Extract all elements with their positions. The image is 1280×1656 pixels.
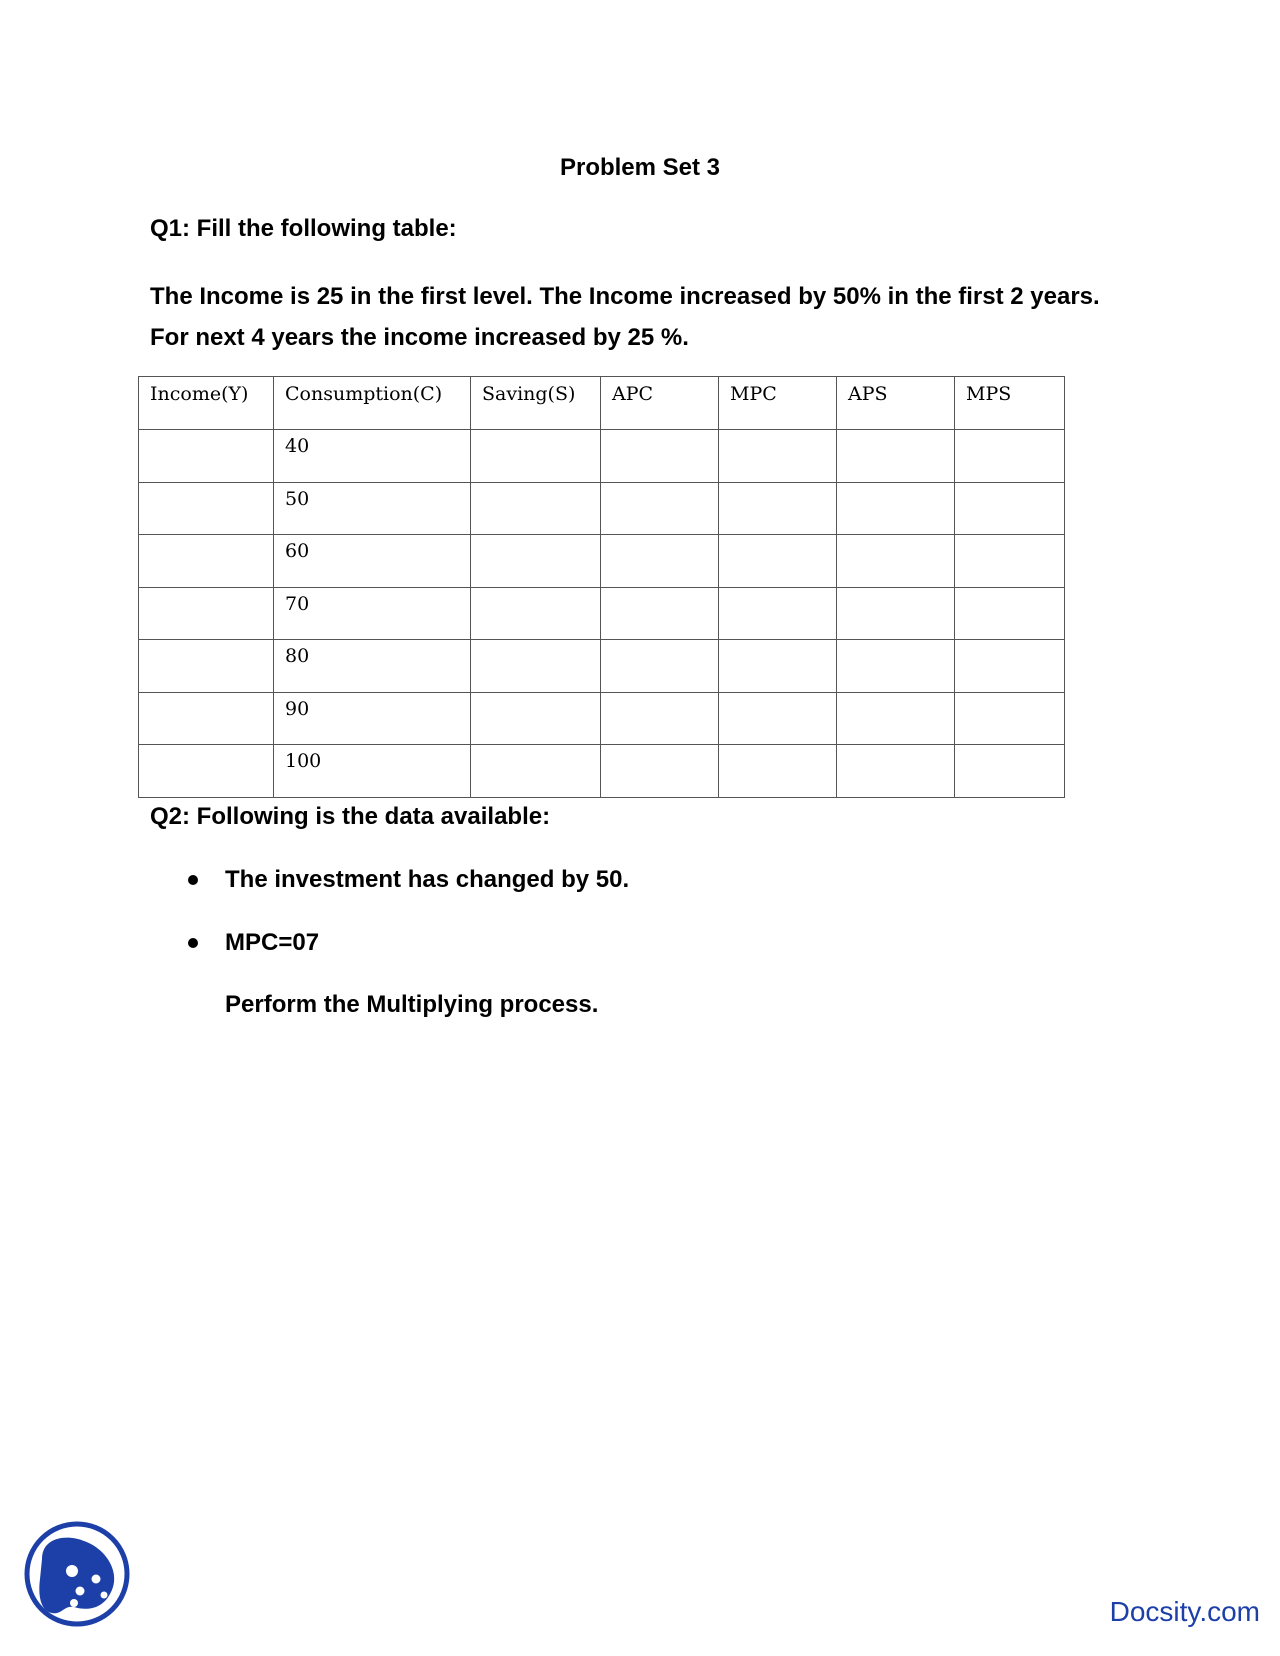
table-cell (837, 587, 955, 640)
table-cell (471, 482, 601, 535)
q1-intro: The Income is 25 in the first level. The Income increased by 50% in the first 2 years. For next 4 years the income increased by 25 %. (150, 283, 1100, 351)
table-cell: 40 (274, 430, 471, 483)
table-cell (139, 692, 274, 745)
bullet-text: MPC=07 (225, 929, 320, 956)
bullet-icon (188, 875, 198, 885)
table-cell (837, 745, 955, 798)
q2-bullet-list (180, 865, 629, 991)
table-cell (471, 535, 601, 588)
table-cell (719, 587, 837, 640)
table-cell (837, 430, 955, 483)
header-mps: MPS (955, 377, 1065, 430)
bullet-text: The investment has changed by 50. (225, 866, 630, 893)
table-cell (139, 430, 274, 483)
q2-instruction: Perform the Multiplying process. (225, 991, 599, 1018)
table-cell (719, 692, 837, 745)
table-cell (837, 482, 955, 535)
table-cell (719, 430, 837, 483)
table-cell (837, 640, 955, 693)
table-cell (719, 535, 837, 588)
table-row (139, 587, 1065, 640)
q2-heading: Q2: Following is the data available: (150, 803, 551, 830)
table-cell (955, 640, 1065, 693)
table-cell (139, 640, 274, 693)
table-header-row (139, 377, 1065, 430)
table-cell (601, 535, 719, 588)
docsity-brand-text[interactable]: Docsity.com (1109, 1596, 1260, 1627)
table-row (139, 692, 1065, 745)
table-cell (471, 587, 601, 640)
table-cell (719, 640, 837, 693)
q1-heading: Q1: Fill the following table: (150, 215, 457, 242)
table-cell (837, 692, 955, 745)
header-income: Income(Y) (139, 377, 274, 430)
table-cell (601, 745, 719, 798)
table-cell (601, 692, 719, 745)
table-cell: 90 (274, 692, 471, 745)
table-cell (139, 482, 274, 535)
table-cell: 60 (274, 535, 471, 588)
table-row (139, 535, 1065, 588)
table-cell (139, 535, 274, 588)
list-item (180, 928, 629, 991)
table-cell (601, 482, 719, 535)
table-cell (471, 430, 601, 483)
table-cell (719, 745, 837, 798)
table-cell (601, 430, 719, 483)
table-cell: 80 (274, 640, 471, 693)
table-row (139, 745, 1065, 798)
table-body (139, 430, 1065, 798)
table-cell (719, 482, 837, 535)
bullet-icon (188, 938, 198, 948)
header-mpc: MPC (719, 377, 837, 430)
table-cell (139, 745, 274, 798)
page-title: Problem Set 3 (559, 154, 721, 181)
table-cell (471, 692, 601, 745)
table-cell (955, 692, 1065, 745)
table-cell (139, 587, 274, 640)
table-cell (601, 587, 719, 640)
table-row (139, 482, 1065, 535)
table-cell: 70 (274, 587, 471, 640)
table-cell: 50 (274, 482, 471, 535)
header-aps: APS (837, 377, 955, 430)
header-apc: APC (601, 377, 719, 430)
table-cell (837, 535, 955, 588)
docsity-logo-icon (22, 1519, 132, 1629)
header-consumption: Consumption(C) (274, 377, 471, 430)
table-cell (955, 745, 1065, 798)
list-item (180, 865, 629, 928)
table-cell (601, 640, 719, 693)
table-row (139, 430, 1065, 483)
table-cell (955, 587, 1065, 640)
table-cell (471, 745, 601, 798)
table-cell (955, 535, 1065, 588)
income-table (138, 376, 1064, 798)
table-cell (471, 640, 601, 693)
header-saving: Saving(S) (471, 377, 601, 430)
table-cell: 100 (274, 745, 471, 798)
table-cell (955, 430, 1065, 483)
table-cell (955, 482, 1065, 535)
table-row (139, 640, 1065, 693)
